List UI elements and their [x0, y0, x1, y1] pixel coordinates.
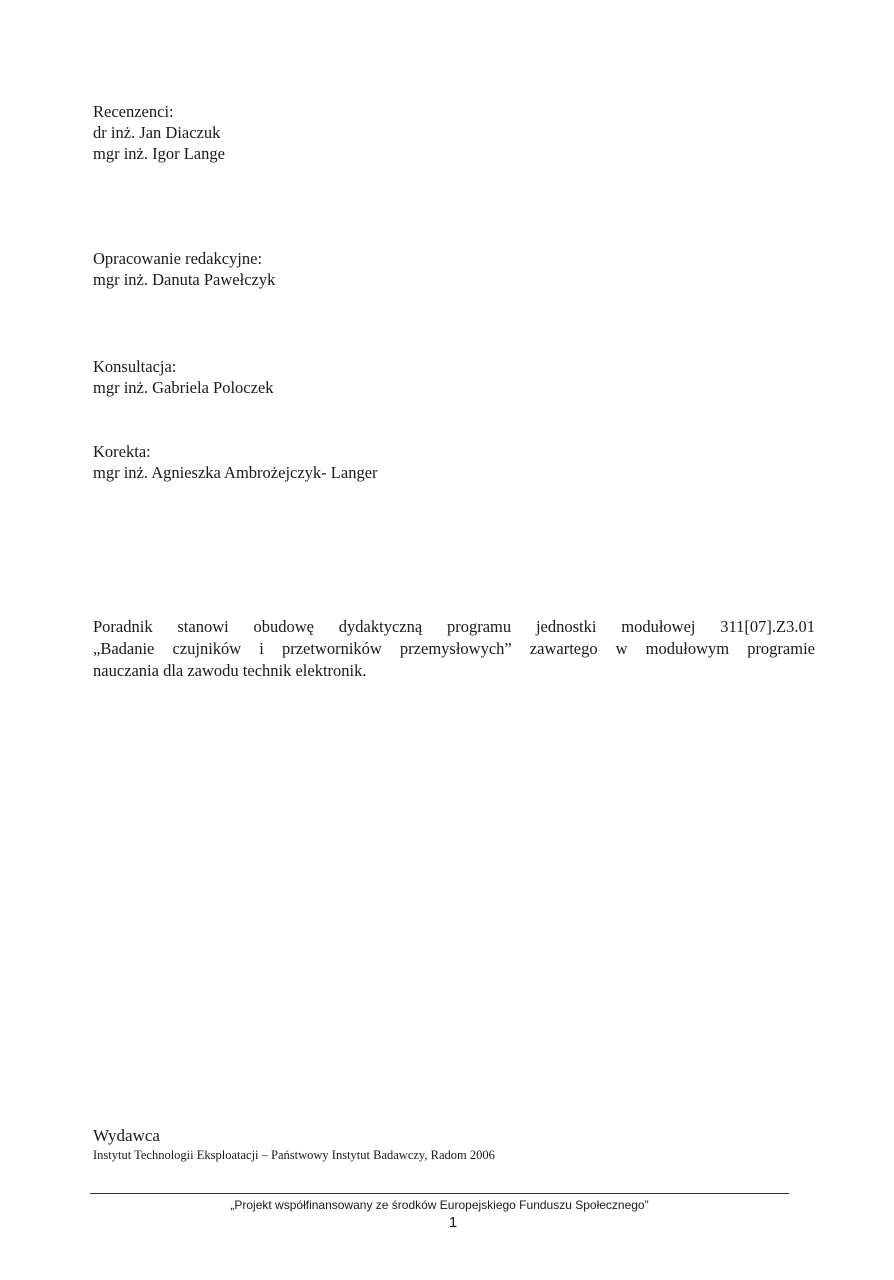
- footer-divider: [90, 1193, 789, 1194]
- consultation-section: [93, 356, 274, 398]
- reviewer-name: mgr inż. Igor Lange: [93, 144, 225, 163]
- description-line: nauczania dla zawodu technik elektronik.: [93, 661, 367, 680]
- description-paragraph: [93, 616, 815, 682]
- reviewers-section: [93, 101, 225, 164]
- proofreading-heading: Korekta:: [93, 442, 151, 461]
- editorial-heading: Opracowanie redakcyjne:: [93, 249, 263, 268]
- publisher-text: Instytut Technologii Eksploatacji – Państwowy Instytut Badawczy, Radom 2006: [93, 1148, 495, 1162]
- editor-name: mgr inż. Danuta Pawełczyk: [93, 270, 276, 289]
- proofreader-name: mgr inż. Agnieszka Ambrożejczyk- Langer: [93, 463, 378, 482]
- footer-note: „Projekt współfinansowany ze środków Europejskiego Funduszu Społecznego”: [230, 1198, 649, 1212]
- editorial-section: [93, 248, 275, 290]
- description-line: „Badanie czujników i przetworników przemysłowych” zawartego w modułowym programie: [93, 639, 815, 658]
- publisher-section: [93, 1125, 495, 1164]
- reviewer-name: dr inż. Jan Diaczuk: [93, 123, 221, 142]
- description-line: Poradnik stanowi obudowę dydaktyczną programu jednostki modułowej 311[07].Z3.01: [93, 617, 815, 636]
- consultant-name: mgr inż. Gabriela Poloczek: [93, 378, 274, 397]
- page-number: 1: [448, 1214, 458, 1231]
- publisher-heading: Wydawca: [93, 1126, 160, 1145]
- consultation-heading: Konsultacja:: [93, 357, 177, 376]
- proofreading-section: [93, 441, 378, 483]
- reviewers-heading: Recenzenci:: [93, 102, 174, 121]
